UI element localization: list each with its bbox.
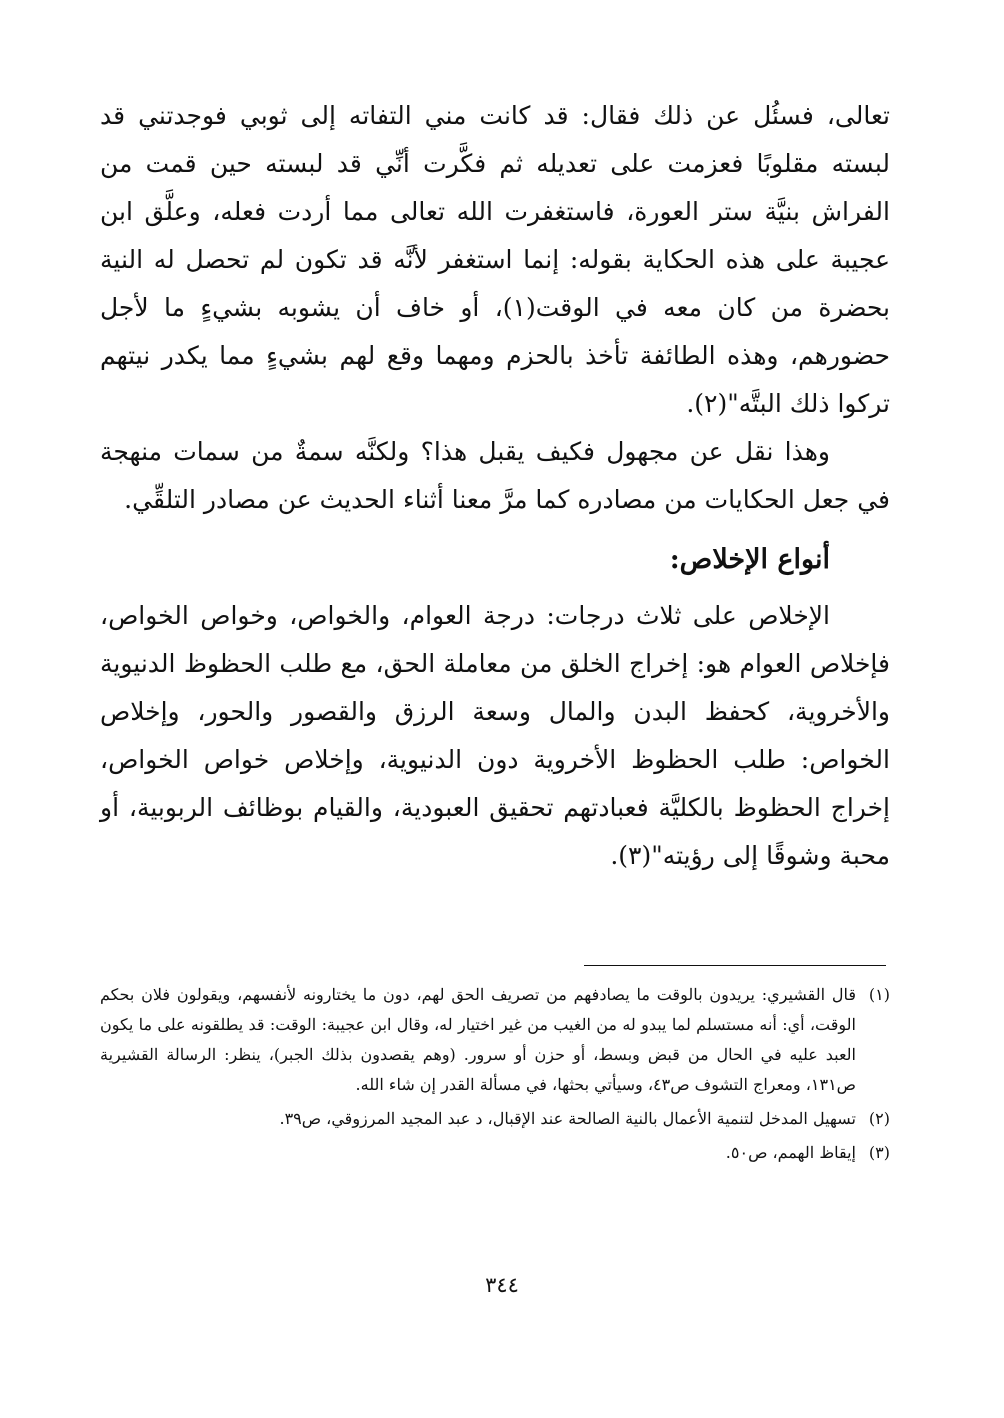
footnote-number: (١) bbox=[868, 985, 890, 1004]
footnote-text: تسهيل المدخل لتنمية الأعمال بالنية الصالحة عند الإقبال، د عبد المجيد المرزوقي، ص٣٩. bbox=[279, 1109, 856, 1128]
body-paragraph: الإخلاص على ثلاث درجات: درجة العوام، والخواص، وخواص الخواص، فإخلاص العوام هو: إخراج الخلق من معاملة الحق، مع طلب الحظوظ الدنيوية والأخروية، كحفظ البدن والمال وسعة الرزق والقصور والحور، وإخلاص الخواص: طلب الحظوظ الأخروية دون الدنيوية، وإخلاص خواص الخواص، إخراج الحظوظ بالكليَّة فعبادتهم تحقيق العبودية، والقيام بوظائف الربوبية، أو محبة وشوقًا إلى رؤيته"(٣). bbox=[100, 601, 890, 870]
footnote-1 bbox=[100, 980, 890, 1100]
footnote-text: قال القشيري: يريدون بالوقت ما يصادفهم من تصريف الحق لهم، دون ما يختارونه لأنفسهم، ويقولون فلان بحكم الوقت، أي: أنه مستسلم لما يبدو له من الغيب من غير اختيار له، وقال ابن عجيبة: الوقت: قد يطلقونه على ما يكون العبد عليه في الحال من قبض وبسط، أو حزن أو سرور. (وهم يقصدون بذلك الجبر)، ينظر: الرسالة القشيرية ص١٣١، ومعراج التشوف ص٤٣، وسيأتي بحثها، في مسألة القدر إن شاء الله. bbox=[100, 985, 857, 1094]
footnote-2 bbox=[100, 1104, 890, 1134]
footnotes bbox=[100, 980, 890, 1172]
page-number: ٣٤٤ bbox=[485, 1273, 519, 1297]
footnote-text: إيقاظ الهمم، ص٥٠. bbox=[725, 1143, 856, 1162]
body-paragraph: تعالى، فسئُل عن ذلك فقال: قد كانت مني التفاته إلى ثوبي فوجدتني قد لبسته مقلوبًا فعزمت على تعديله ثم فكَّرت أنِّي قد لبسته حين قمت من الفراش بنيَّة ستر العورة، فاستغفرت الله تعالى مما أردت فعله، وعلَّق ابن عجيبة على هذه الحكاية بقوله: إنما استغفر لأنَّه قد تكون لم تحصل له النية بحضرة من كان معه في الوقت(١)، أو خاف أن يشوبه بشيءٍ ما لأجل حضورهم، وهذه الطائفة تأخذ بالحزم ومهما وقع لهم بشيءٍ مما يكدر نيتهم تركوا ذلك البتَّه"(٢). bbox=[100, 101, 890, 418]
body-paragraph: وهذا نقل عن مجهول فكيف يقبل هذا؟ ولكنَّه سمةٌ من سمات منهجة في جعل الحكايات من مصادره كما مرَّ معنا أثناء الحديث عن مصادر التلقِّي. bbox=[100, 437, 890, 514]
main-text bbox=[100, 92, 890, 880]
footnote-number: (٢) bbox=[868, 1109, 890, 1128]
footnote-3 bbox=[100, 1138, 890, 1168]
section-heading: أنواع الإخلاص: bbox=[669, 544, 830, 575]
footnote-separator bbox=[584, 965, 886, 966]
footnote-number: (٣) bbox=[868, 1143, 890, 1162]
